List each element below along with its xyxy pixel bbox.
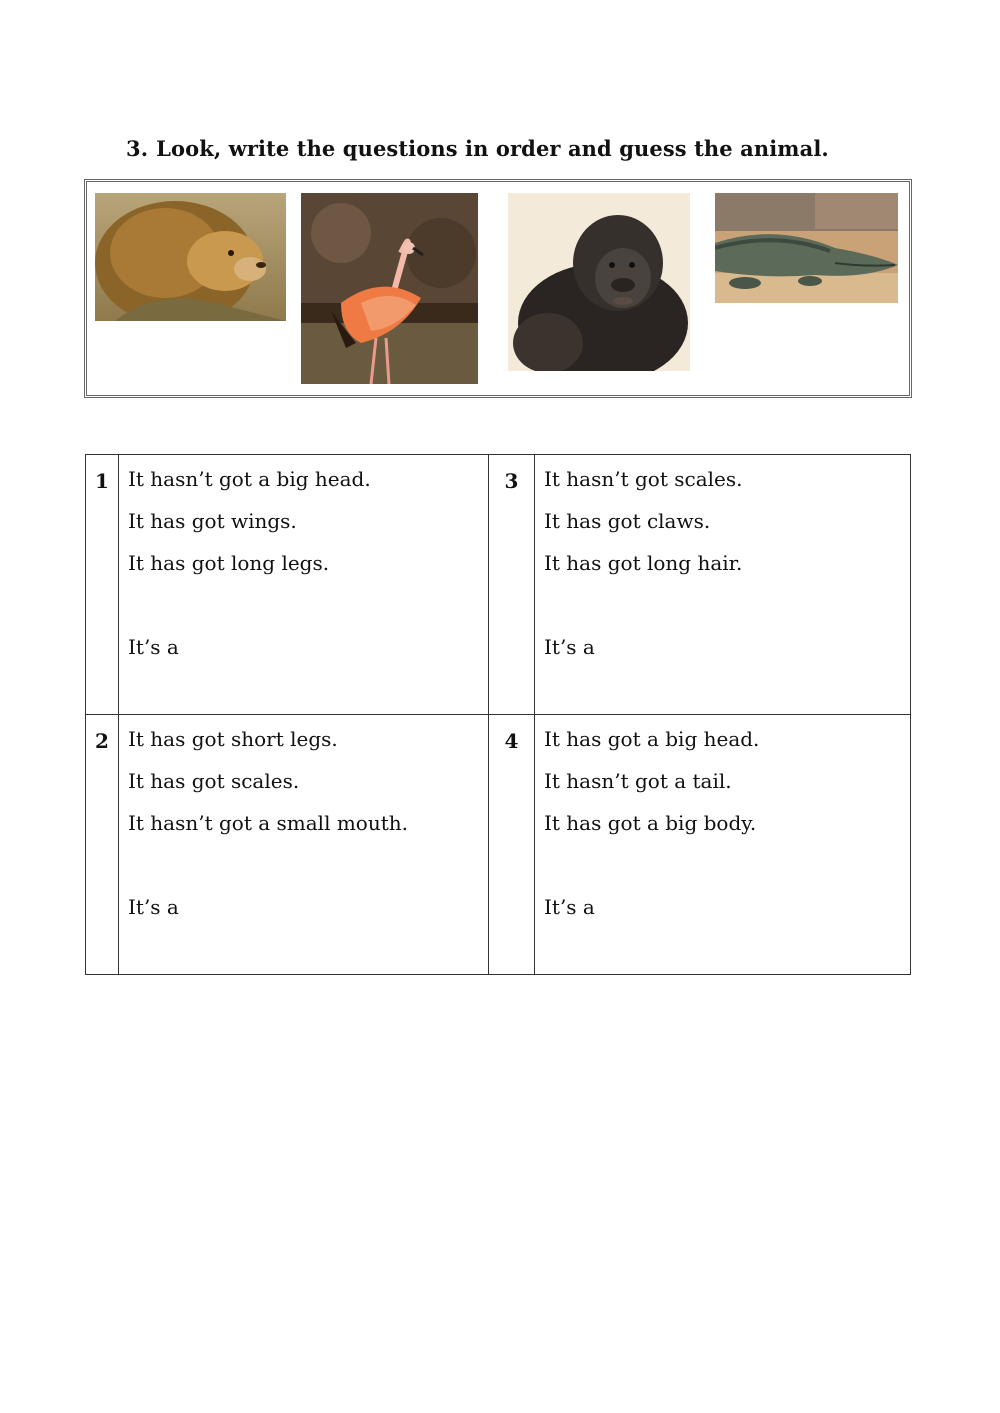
riddle-number: 4	[489, 715, 535, 975]
riddle-clues	[119, 715, 489, 975]
crocodile-photo	[715, 193, 898, 303]
riddle-number: 2	[86, 715, 119, 975]
riddle-clue: It has got short legs.	[128, 727, 338, 751]
riddle-clues	[535, 455, 911, 715]
riddle-answer[interactable]: It’s a	[544, 895, 595, 919]
riddle-clue: It has got claws.	[544, 509, 711, 533]
riddle-clues	[119, 455, 489, 715]
riddle-number: 1	[86, 455, 119, 715]
riddle-answer[interactable]: It’s a	[544, 635, 595, 659]
riddle-clue: It has got a big body.	[544, 811, 757, 835]
riddle-clue: It has got scales.	[128, 769, 300, 793]
riddle-clue: It has got a big head.	[544, 727, 760, 751]
flamingo-photo	[301, 193, 478, 384]
riddle-clue: It hasn’t got a small mouth.	[128, 811, 408, 835]
gorilla-photo	[508, 193, 690, 371]
exercise-number: 3.	[126, 136, 149, 161]
riddle-clue: It has got long hair.	[544, 551, 743, 575]
riddle-number: 3	[489, 455, 535, 715]
riddle-clues	[535, 715, 911, 975]
lion-photo	[95, 193, 286, 321]
riddle-answer[interactable]: It’s a	[128, 635, 179, 659]
riddle-answer[interactable]: It’s a	[128, 895, 179, 919]
riddle-clue: It has got long legs.	[128, 551, 330, 575]
exercise-heading	[126, 136, 829, 161]
riddle-clue: It hasn’t got a big head.	[128, 467, 371, 491]
riddle-clue: It hasn’t got scales.	[544, 467, 743, 491]
riddle-clue: It has got wings.	[128, 509, 297, 533]
exercise-instruction: Look, write the questions in order and guess the animal.	[156, 136, 829, 161]
riddle-clue: It hasn’t got a tail.	[544, 769, 732, 793]
riddles-table	[85, 454, 911, 975]
animal-photo-frame	[84, 179, 912, 398]
